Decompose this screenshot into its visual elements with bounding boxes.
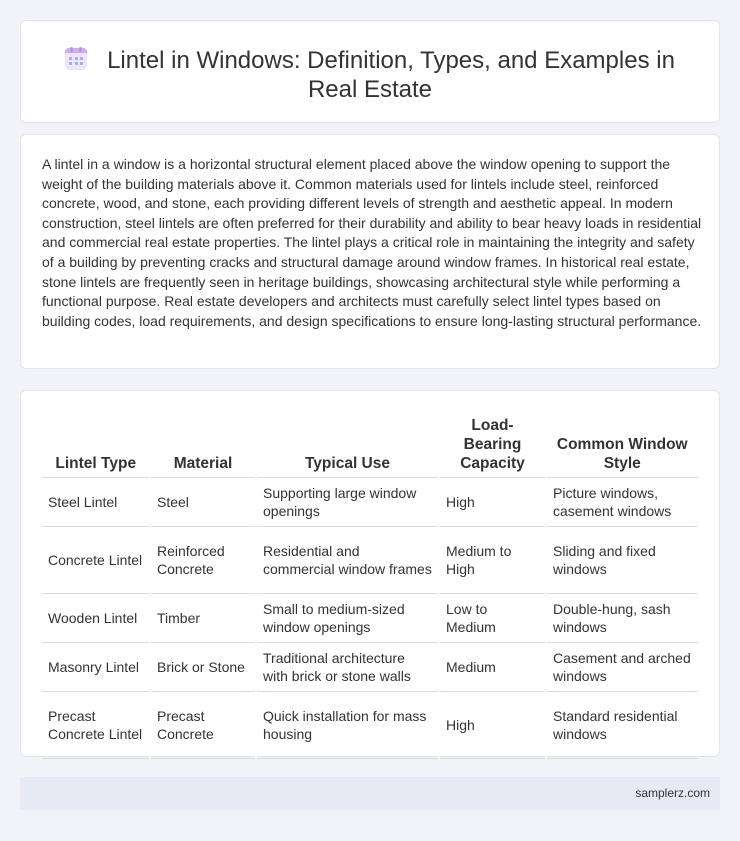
cell-material: Precast Concrete (150, 692, 256, 759)
intro-card (20, 134, 720, 369)
cell-load-bearing: Medium (439, 643, 546, 692)
cell-typical-use: Residential and commercial window frames (256, 527, 439, 594)
cell-material: Reinforced Concrete (150, 527, 256, 594)
cell-typical-use: Quick installation for mass housing (256, 692, 439, 759)
cell-lintel-type: Precast Concrete Lintel (42, 692, 150, 759)
cell-lintel-type: Concrete Lintel (42, 527, 150, 594)
cell-lintel-type: Wooden Lintel (42, 594, 150, 643)
header-window-style: Common Window Style (546, 412, 698, 478)
cell-window-style: Picture windows, casement windows (546, 478, 698, 527)
cell-window-style: Double-hung, sash windows (546, 594, 698, 643)
cell-window-style: Standard residential windows (546, 692, 698, 759)
page-title (21, 46, 719, 104)
cell-material: Steel (150, 478, 256, 527)
header-typical-use: Typical Use (256, 412, 439, 478)
header-lintel-type: Lintel Type (42, 412, 150, 478)
table-card (20, 390, 720, 757)
calendar-icon (65, 47, 87, 71)
cell-lintel-type: Steel Lintel (42, 478, 150, 527)
table-header-row (42, 412, 698, 478)
cell-window-style: Casement and arched windows (546, 643, 698, 692)
table-row (42, 594, 698, 643)
table-row (42, 692, 698, 759)
cell-load-bearing: Low to Medium (439, 594, 546, 643)
footer-site-link[interactable]: samplerz.com (635, 786, 710, 800)
table-row (42, 643, 698, 692)
cell-material: Timber (150, 594, 256, 643)
cell-load-bearing: High (439, 692, 546, 759)
title-line-1: Lintel in Windows: Definition, Types, and Examples in (107, 47, 675, 74)
header-material: Material (150, 412, 256, 478)
cell-lintel-type: Masonry Lintel (42, 643, 150, 692)
cell-typical-use: Supporting large window openings (256, 478, 439, 527)
table-row (42, 478, 698, 527)
intro-paragraph: A lintel in a window is a horizontal structural element placed above the window opening to support the weight of the building materials above it. Common materials used for lintels include steel, reinforced concrete, wood, and stone, each providing different levels of strength and aesthetic appeal. In modern construction, steel lintels are often preferred for their durability and ability to bear heavy loads in residential and commercial real estate properties. The lintel plays a critical role in maintaining the integrity and safety of a building by preventing cracks and structural damage around window frames. In historical real estate, stone lintels are frequently seen in heritage buildings, showcasing architectural style while performing a functional purpose. Real estate developers and architects must carefully select lintel types based on building codes, load requirements, and design specifications to ensure long-lasting structural performance. (42, 156, 702, 329)
header-card (20, 20, 720, 123)
header-load-bearing: Load-Bearing Capacity (439, 412, 546, 478)
cell-typical-use: Small to medium-sized window openings (256, 594, 439, 643)
cell-typical-use: Traditional architecture with brick or stone walls (256, 643, 439, 692)
table-row (42, 527, 698, 594)
cell-window-style: Sliding and fixed windows (546, 527, 698, 594)
cell-load-bearing: High (439, 478, 546, 527)
cell-load-bearing: Medium to High (439, 527, 546, 594)
title-line-2: Real Estate (307, 76, 433, 103)
cell-material: Brick or Stone (150, 643, 256, 692)
footer-bar (20, 777, 720, 810)
lintel-table (42, 412, 698, 759)
